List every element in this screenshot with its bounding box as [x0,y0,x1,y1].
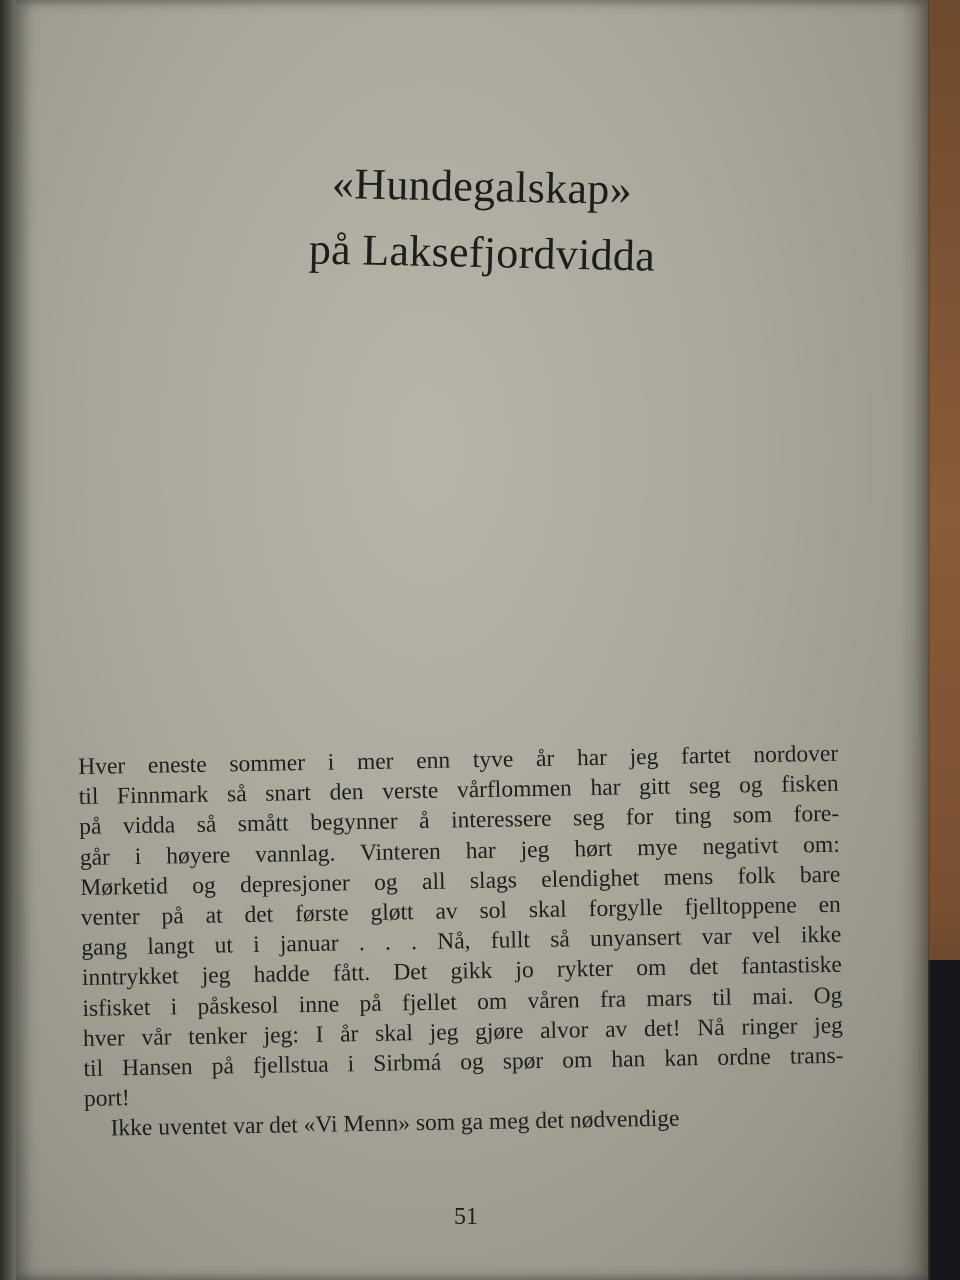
text-line: på vidda så smått begynner å interessere seg for ting som fore- [79,801,840,841]
text-line: til Finnmark så snart den verste vårflommen har gitt seg og fisken [78,770,839,811]
text-line: gang langt ut i januar . . . Nå, fullt så unyansert var vel ikke [81,921,842,962]
text-line: går i høyere vannlag. Vinteren har jeg hørt mye negativt om: [79,831,840,871]
text-line: Mørketid og depresjoner og all slags elendighet mens folk bare [80,861,841,901]
text-line: Ikke uventet var det «Vi Menn» som ga meg det nødvendige [110,1105,680,1142]
text-line: hver vår tenker jeg: I år skal jeg gjøre alvor av det! Nå ringer jeg [82,1012,844,1052]
body-paragraph [78,739,845,1145]
page-right-edge [900,0,930,1280]
text-line: port! [83,1085,130,1113]
text-line: inntrykket jeg hadde fått. Det gikk jo rykter om det fantastiske [81,952,843,992]
chapter-title-line-2: på Laksefjordvidda [308,224,656,281]
text-line: Hver eneste sommer i mer enn tyve år har jeg fartet nordover [78,740,839,780]
text-line: isfisket i påskesol inne på fjellet om våren fra mars til mai. Og [82,982,843,1022]
page-number: 51 [454,1204,478,1230]
text-line: venter på at det første gløtt av sol skal forgylle fjelltoppene en [80,891,842,931]
book-page [16,0,928,1280]
chapter-title-line-1: «Hundegalskap» [331,158,633,215]
text-line: til Hansen på fjellstua i Sirbmá og spør om han kan ordne trans- [83,1042,844,1082]
